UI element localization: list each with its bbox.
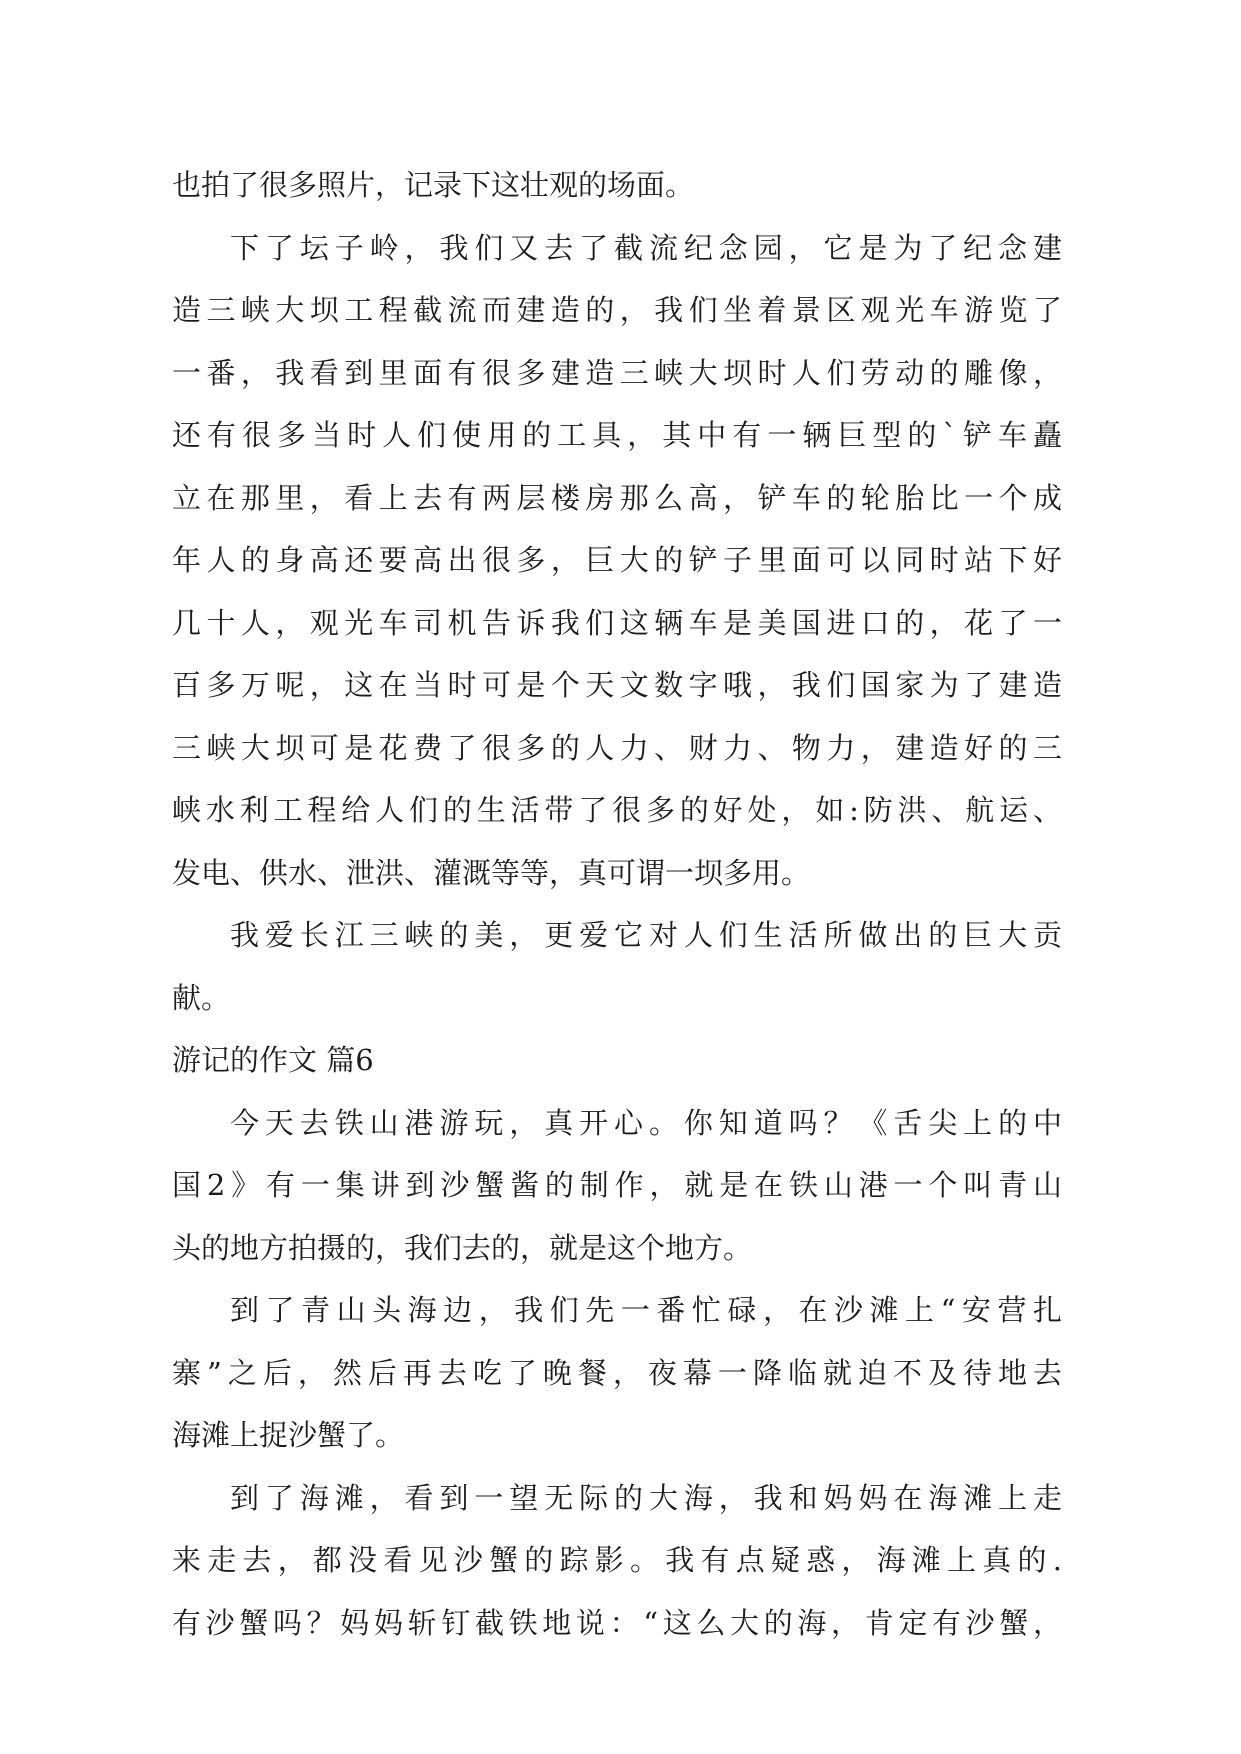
text-line: 造三峡大坝工程截流而建造的，我们坐着景区观光车游览了 [172,293,1062,327]
text-line: 有沙蟹吗？妈妈斩钉截铁地说：“这么大的海，肯定有沙蟹， [172,1605,1062,1640]
paragraph [172,1092,1062,1280]
text-line: 我爱长江三峡的美，更爱它对人们生活所做出的巨大贡 [230,918,1062,952]
text-line: 献。 [172,980,231,1015]
paragraph [172,217,1062,905]
text-line: 百多万呢，这在当时可是个天文数字哦，我们国家为了建造 [172,668,1062,702]
text-line: 今天去铁山港游玩，真开心。你知道吗？《舌尖上的中 [230,1105,1062,1140]
text-line: 到了青山头海边，我们先一番忙碌，在沙滩上“安营扎 [230,1293,1062,1327]
document-body [172,154,1062,1654]
text-line: 也拍了很多照片，记录下这壮观的场面。 [172,168,695,202]
text-line: 还有很多当时人们使用的工具，其中有一辆巨型的`铲车矗 [172,418,1062,452]
text-line: 来走去，都没看见沙蟹的踪影。我有点疑惑，海滩上真的. [172,1543,1062,1577]
text-line: 国2》有一集讲到沙蟹酱的制作，就是在铁山港一个叫青山 [172,1168,1062,1202]
text-line: 立在那里，看上去有两层楼房那么高，铲车的轮胎比一个成 [172,480,1062,515]
text-line: 头的地方拍摄的，我们去的，就是这个地方。 [172,1230,753,1265]
text-line: 峡水利工程给人们的生活带了很多的好处，如:防洪、航运、 [172,793,1062,827]
text-line: 年人的身高还要高出很多，巨大的铲子里面可以同时站下好 [172,543,1062,577]
paragraph [172,904,1062,1029]
text-line: 到了海滩，看到一望无际的大海，我和妈妈在海滩上走 [230,1480,1062,1515]
text-line: 发电、供水、泄洪、灌溉等等，真可谓一坝多用。 [172,855,811,890]
text-line: 三峡大坝可是花费了很多的人力、财力、物力，建造好的三 [172,730,1062,765]
text-line: 几十人，观光车司机告诉我们这辆车是美国进口的，花了一 [172,605,1062,640]
paragraph [172,154,1062,217]
text-line: 一番，我看到里面有很多建造三峡大坝时人们劳动的雕像， [172,355,1062,390]
text-line: 寨”之后，然后再去吃了晚餐，夜幕一降临就迫不及待地去 [172,1355,1062,1390]
text-line: 下了坛子岭，我们又去了截流纪念园，它是为了纪念建 [230,230,1062,265]
paragraph [172,1467,1062,1655]
paragraph [172,1279,1062,1467]
text-line: 海滩上捉沙蟹了。 [172,1418,405,1452]
section-heading: 游记的作文 篇6 [172,1043,374,1077]
